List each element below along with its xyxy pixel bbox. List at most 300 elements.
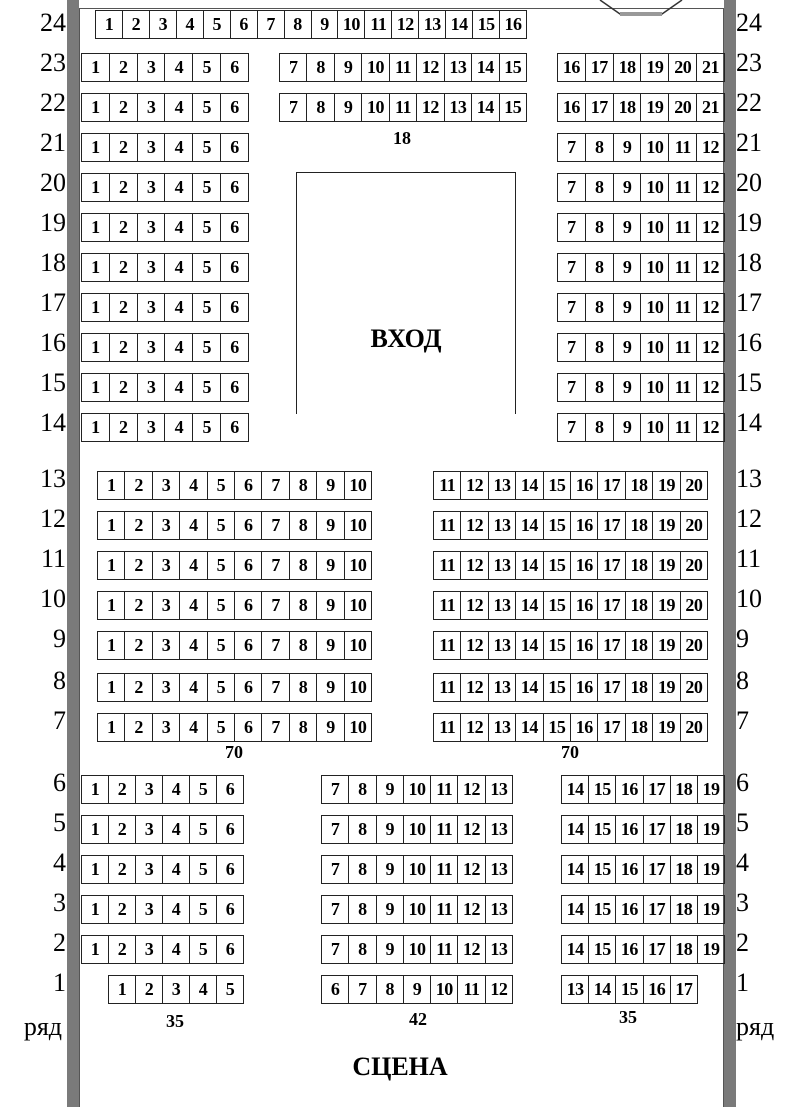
seat[interactable]: 3 (153, 632, 180, 659)
seat[interactable]: 9 (317, 472, 344, 499)
seat[interactable]: 1 (82, 174, 110, 201)
seat[interactable]: 16 (558, 54, 586, 81)
seat[interactable]: 10 (362, 94, 389, 121)
seat[interactable]: 4 (163, 856, 190, 883)
seat[interactable]: 14 (516, 512, 543, 539)
seat[interactable]: 12 (458, 776, 485, 803)
seat[interactable]: 5 (190, 776, 217, 803)
seat[interactable]: 10 (641, 254, 669, 281)
seat[interactable]: 1 (98, 512, 125, 539)
seat[interactable]: 14 (516, 472, 543, 499)
seat[interactable]: 11 (365, 11, 392, 38)
seat[interactable]: 15 (504, 57, 522, 77)
seat[interactable]: 7 (262, 714, 289, 741)
seat[interactable]: 2 (110, 334, 138, 361)
seat[interactable]: 1 (98, 592, 125, 619)
seat[interactable]: 15 (504, 97, 522, 117)
seat[interactable]: 4 (163, 896, 190, 923)
seat[interactable]: 12 (392, 11, 419, 38)
seat[interactable]: 6 (235, 472, 262, 499)
seat[interactable]: 5 (193, 294, 221, 321)
seat[interactable]: 9 (404, 976, 431, 1003)
seat[interactable]: 6 (322, 976, 349, 1003)
seat[interactable]: 7 (322, 856, 349, 883)
seat[interactable]: 3 (138, 134, 166, 161)
seat[interactable]: 1 (98, 674, 125, 701)
seat[interactable]: 10 (431, 976, 458, 1003)
seat[interactable]: 9 (335, 94, 362, 121)
seat[interactable]: 3 (153, 472, 180, 499)
seat[interactable]: 12 (461, 472, 488, 499)
seat[interactable]: 16 (571, 512, 598, 539)
seat[interactable]: 5 (208, 674, 235, 701)
seat[interactable]: 10 (349, 515, 367, 535)
seat[interactable]: 1 (98, 472, 125, 499)
seat[interactable]: 19 (653, 714, 680, 741)
seat[interactable]: 3 (138, 214, 166, 241)
seat[interactable]: 13 (445, 54, 472, 81)
seat[interactable]: 8 (290, 472, 317, 499)
seat[interactable]: 6 (235, 714, 262, 741)
seat[interactable]: 10 (349, 677, 367, 697)
seat[interactable]: 8 (586, 134, 614, 161)
seat[interactable]: 13 (489, 552, 516, 579)
seat[interactable]: 9 (317, 592, 344, 619)
seat[interactable]: 19 (653, 592, 680, 619)
seat[interactable]: 2 (109, 896, 136, 923)
seat[interactable]: 4 (165, 214, 193, 241)
seat[interactable]: 7 (558, 174, 586, 201)
seat[interactable]: 17 (644, 936, 671, 963)
seat[interactable]: 5 (204, 11, 231, 38)
seat[interactable]: 16 (616, 776, 643, 803)
seat[interactable]: 3 (138, 254, 166, 281)
seat[interactable]: 12 (490, 979, 508, 999)
seat[interactable]: 9 (614, 334, 642, 361)
seat[interactable]: 10 (404, 936, 431, 963)
seat[interactable]: 18 (626, 512, 653, 539)
seat[interactable]: 5 (208, 714, 235, 741)
seat[interactable]: 17 (598, 472, 625, 499)
seat[interactable]: 10 (641, 294, 669, 321)
seat[interactable]: 11 (431, 936, 458, 963)
seat[interactable]: 4 (163, 936, 190, 963)
seat[interactable]: 3 (153, 512, 180, 539)
seat[interactable]: 4 (165, 294, 193, 321)
seat[interactable]: 2 (110, 94, 138, 121)
seat[interactable]: 1 (82, 896, 109, 923)
seat[interactable]: 13 (490, 819, 508, 839)
seat[interactable]: 14 (562, 896, 589, 923)
seat[interactable]: 4 (165, 174, 193, 201)
seat[interactable]: 8 (586, 374, 614, 401)
seat[interactable]: 18 (614, 94, 642, 121)
seat[interactable]: 14 (516, 674, 543, 701)
seat[interactable]: 12 (702, 217, 720, 237)
seat[interactable]: 12 (458, 896, 485, 923)
seat[interactable]: 8 (349, 776, 376, 803)
seat[interactable]: 7 (558, 214, 586, 241)
seat[interactable]: 12 (458, 936, 485, 963)
seat[interactable]: 9 (614, 294, 642, 321)
seat[interactable]: 15 (589, 896, 616, 923)
seat[interactable]: 15 (589, 816, 616, 843)
seat[interactable]: 1 (82, 214, 110, 241)
seat[interactable]: 6 (230, 417, 239, 437)
seat[interactable]: 2 (110, 214, 138, 241)
seat[interactable]: 3 (136, 816, 163, 843)
seat[interactable]: 2 (110, 374, 138, 401)
seat[interactable]: 5 (193, 414, 221, 441)
seat[interactable]: 7 (262, 632, 289, 659)
seat[interactable]: 1 (98, 632, 125, 659)
seat[interactable]: 6 (230, 337, 239, 357)
seat[interactable]: 9 (377, 856, 404, 883)
seat[interactable]: 5 (190, 896, 217, 923)
seat[interactable]: 1 (82, 414, 110, 441)
seat[interactable]: 1 (98, 552, 125, 579)
seat[interactable]: 12 (458, 856, 485, 883)
seat[interactable]: 13 (490, 899, 508, 919)
seat[interactable]: 11 (669, 294, 697, 321)
seat[interactable]: 12 (702, 177, 720, 197)
seat[interactable]: 6 (230, 377, 239, 397)
seat[interactable]: 4 (180, 552, 207, 579)
seat[interactable]: 10 (641, 334, 669, 361)
seat[interactable]: 8 (290, 674, 317, 701)
seat[interactable]: 14 (562, 776, 589, 803)
seat[interactable]: 14 (472, 94, 499, 121)
seat[interactable]: 17 (644, 896, 671, 923)
seat[interactable]: 14 (446, 11, 473, 38)
seat[interactable]: 2 (125, 552, 152, 579)
seat[interactable]: 7 (558, 374, 586, 401)
seat[interactable]: 7 (258, 11, 285, 38)
seat[interactable]: 7 (322, 896, 349, 923)
seat[interactable]: 12 (702, 297, 720, 317)
seat[interactable]: 6 (225, 779, 235, 799)
seat[interactable]: 11 (669, 374, 697, 401)
seat[interactable]: 5 (193, 174, 221, 201)
seat[interactable]: 1 (82, 334, 110, 361)
seat[interactable]: 10 (349, 595, 367, 615)
seat[interactable]: 10 (404, 856, 431, 883)
seat[interactable]: 9 (614, 174, 642, 201)
seat[interactable]: 13 (489, 592, 516, 619)
seat[interactable]: 2 (123, 11, 150, 38)
seat[interactable]: 9 (377, 776, 404, 803)
seat[interactable]: 10 (641, 134, 669, 161)
seat[interactable]: 17 (598, 674, 625, 701)
seat[interactable]: 3 (138, 294, 166, 321)
seat[interactable]: 4 (165, 134, 193, 161)
seat[interactable]: 15 (544, 472, 571, 499)
seat[interactable]: 8 (586, 294, 614, 321)
seat[interactable]: 10 (349, 555, 367, 575)
seat[interactable]: 11 (431, 776, 458, 803)
seat[interactable]: 6 (225, 819, 235, 839)
seat[interactable]: 3 (150, 11, 177, 38)
seat[interactable]: 9 (614, 134, 642, 161)
seat[interactable]: 7 (322, 816, 349, 843)
seat[interactable]: 12 (417, 54, 444, 81)
seat[interactable]: 7 (558, 294, 586, 321)
seat[interactable]: 4 (180, 674, 207, 701)
seat[interactable]: 3 (153, 592, 180, 619)
seat[interactable]: 11 (669, 334, 697, 361)
seat[interactable]: 13 (445, 94, 472, 121)
seat[interactable]: 11 (669, 414, 697, 441)
seat[interactable]: 13 (562, 976, 589, 1003)
seat[interactable]: 14 (472, 54, 499, 81)
seat[interactable]: 8 (349, 816, 376, 843)
seat[interactable]: 5 (190, 936, 217, 963)
seat[interactable]: 19 (702, 859, 720, 879)
seat[interactable]: 9 (317, 512, 344, 539)
seat[interactable]: 5 (193, 214, 221, 241)
seat[interactable]: 8 (290, 714, 317, 741)
seat[interactable]: 21 (702, 97, 720, 117)
seat[interactable]: 11 (434, 714, 461, 741)
seat[interactable]: 9 (377, 936, 404, 963)
seat[interactable]: 17 (598, 592, 625, 619)
seat[interactable]: 6 (225, 939, 235, 959)
seat[interactable]: 9 (317, 632, 344, 659)
seat[interactable]: 6 (230, 297, 239, 317)
seat[interactable]: 10 (404, 776, 431, 803)
seat[interactable]: 11 (669, 214, 697, 241)
seat[interactable]: 8 (285, 11, 312, 38)
seat[interactable]: 4 (165, 254, 193, 281)
seat[interactable]: 7 (558, 414, 586, 441)
seat[interactable]: 2 (109, 776, 136, 803)
seat[interactable]: 12 (461, 714, 488, 741)
seat[interactable]: 18 (626, 592, 653, 619)
seat[interactable]: 5 (193, 94, 221, 121)
seat[interactable]: 2 (125, 472, 152, 499)
seat[interactable]: 14 (516, 592, 543, 619)
seat[interactable]: 6 (230, 257, 239, 277)
seat[interactable]: 5 (225, 979, 235, 999)
seat[interactable]: 7 (280, 54, 307, 81)
seat[interactable]: 12 (461, 674, 488, 701)
seat[interactable]: 19 (641, 94, 669, 121)
seat[interactable]: 4 (163, 816, 190, 843)
seat[interactable]: 13 (490, 779, 508, 799)
seat[interactable]: 8 (586, 254, 614, 281)
seat[interactable]: 2 (125, 714, 152, 741)
seat[interactable]: 21 (702, 57, 720, 77)
seat[interactable]: 16 (571, 472, 598, 499)
seat[interactable]: 17 (586, 54, 614, 81)
seat[interactable]: 13 (489, 632, 516, 659)
seat[interactable]: 15 (544, 674, 571, 701)
seat[interactable]: 6 (230, 217, 239, 237)
seat[interactable]: 5 (193, 54, 221, 81)
seat[interactable]: 19 (641, 54, 669, 81)
seat[interactable]: 20 (685, 515, 703, 535)
seat[interactable]: 12 (458, 816, 485, 843)
seat[interactable]: 3 (138, 334, 166, 361)
seat[interactable]: 11 (434, 592, 461, 619)
seat[interactable]: 4 (190, 976, 217, 1003)
seat[interactable]: 18 (626, 632, 653, 659)
seat[interactable]: 2 (125, 512, 152, 539)
seat[interactable]: 19 (653, 552, 680, 579)
seat[interactable]: 17 (598, 512, 625, 539)
seat[interactable]: 4 (180, 592, 207, 619)
seat[interactable]: 18 (671, 936, 698, 963)
seat[interactable]: 5 (208, 592, 235, 619)
seat[interactable]: 17 (644, 856, 671, 883)
seat[interactable]: 18 (626, 714, 653, 741)
seat[interactable]: 4 (180, 512, 207, 539)
seat[interactable]: 18 (614, 54, 642, 81)
seat[interactable]: 8 (290, 512, 317, 539)
seat[interactable]: 11 (434, 552, 461, 579)
seat[interactable]: 4 (165, 94, 193, 121)
seat[interactable]: 5 (193, 134, 221, 161)
seat[interactable]: 5 (193, 334, 221, 361)
seat[interactable]: 18 (626, 472, 653, 499)
seat[interactable]: 10 (338, 11, 365, 38)
seat[interactable]: 5 (208, 472, 235, 499)
seat[interactable]: 5 (193, 254, 221, 281)
seat[interactable]: 13 (489, 714, 516, 741)
seat[interactable]: 2 (110, 254, 138, 281)
seat[interactable]: 8 (377, 976, 404, 1003)
seat[interactable]: 15 (589, 776, 616, 803)
seat[interactable]: 2 (125, 674, 152, 701)
seat[interactable]: 16 (571, 592, 598, 619)
seat[interactable]: 13 (490, 859, 508, 879)
seat[interactable]: 11 (669, 174, 697, 201)
seat[interactable]: 9 (317, 552, 344, 579)
seat[interactable]: 11 (434, 512, 461, 539)
seat[interactable]: 17 (598, 552, 625, 579)
seat[interactable]: 9 (335, 54, 362, 81)
seat[interactable]: 16 (571, 674, 598, 701)
seat[interactable]: 12 (461, 552, 488, 579)
seat[interactable]: 4 (165, 374, 193, 401)
seat[interactable]: 8 (290, 632, 317, 659)
seat[interactable]: 8 (307, 54, 334, 81)
seat[interactable]: 2 (125, 632, 152, 659)
seat[interactable]: 19 (702, 939, 720, 959)
seat[interactable]: 18 (626, 674, 653, 701)
seat[interactable]: 13 (489, 472, 516, 499)
seat[interactable]: 5 (190, 856, 217, 883)
seat[interactable]: 4 (165, 334, 193, 361)
seat[interactable]: 8 (586, 414, 614, 441)
seat[interactable]: 2 (109, 816, 136, 843)
seat[interactable]: 17 (675, 979, 693, 999)
seat[interactable]: 17 (598, 714, 625, 741)
seat[interactable]: 10 (641, 414, 669, 441)
seat[interactable]: 6 (230, 137, 239, 157)
seat[interactable]: 12 (702, 257, 720, 277)
seat[interactable]: 12 (461, 592, 488, 619)
seat[interactable]: 7 (262, 472, 289, 499)
seat[interactable]: 9 (317, 714, 344, 741)
seat[interactable]: 10 (404, 896, 431, 923)
seat[interactable]: 17 (644, 816, 671, 843)
seat[interactable]: 11 (431, 896, 458, 923)
seat[interactable]: 19 (653, 472, 680, 499)
seat[interactable]: 3 (153, 552, 180, 579)
seat[interactable]: 18 (626, 552, 653, 579)
seat[interactable]: 7 (349, 976, 376, 1003)
seat[interactable]: 4 (163, 776, 190, 803)
seat[interactable]: 11 (390, 94, 417, 121)
seat[interactable]: 6 (231, 11, 258, 38)
seat[interactable]: 5 (208, 552, 235, 579)
seat[interactable]: 3 (138, 414, 166, 441)
seat[interactable]: 11 (458, 976, 485, 1003)
seat[interactable]: 20 (685, 475, 703, 495)
seat[interactable]: 11 (434, 632, 461, 659)
seat[interactable]: 19 (702, 819, 720, 839)
seat[interactable]: 12 (702, 377, 720, 397)
seat[interactable]: 1 (82, 94, 110, 121)
seat[interactable]: 3 (138, 94, 166, 121)
seat[interactable]: 11 (434, 674, 461, 701)
seat[interactable]: 8 (586, 174, 614, 201)
seat[interactable]: 19 (702, 779, 720, 799)
seat[interactable]: 8 (307, 94, 334, 121)
seat[interactable]: 12 (417, 94, 444, 121)
seat[interactable]: 3 (136, 856, 163, 883)
seat[interactable]: 15 (544, 512, 571, 539)
seat[interactable]: 14 (562, 936, 589, 963)
seat[interactable]: 16 (558, 94, 586, 121)
seat[interactable]: 7 (280, 94, 307, 121)
seat[interactable]: 4 (180, 472, 207, 499)
seat[interactable]: 3 (153, 674, 180, 701)
seat[interactable]: 19 (702, 899, 720, 919)
seat[interactable]: 16 (504, 14, 522, 34)
seat[interactable]: 15 (616, 976, 643, 1003)
seat[interactable]: 11 (431, 856, 458, 883)
seat[interactable]: 7 (322, 936, 349, 963)
seat[interactable]: 6 (235, 512, 262, 539)
seat[interactable]: 6 (230, 97, 239, 117)
seat[interactable]: 5 (208, 632, 235, 659)
seat[interactable]: 16 (616, 856, 643, 883)
seat[interactable]: 9 (312, 11, 339, 38)
seat[interactable]: 20 (685, 555, 703, 575)
seat[interactable]: 12 (461, 632, 488, 659)
seat[interactable]: 7 (262, 592, 289, 619)
seat[interactable]: 15 (473, 11, 500, 38)
seat[interactable]: 15 (589, 936, 616, 963)
seat[interactable]: 14 (589, 976, 616, 1003)
seat[interactable]: 14 (516, 552, 543, 579)
seat[interactable]: 2 (110, 54, 138, 81)
seat[interactable]: 9 (614, 254, 642, 281)
seat[interactable]: 3 (136, 776, 163, 803)
seat[interactable]: 5 (193, 374, 221, 401)
seat[interactable]: 4 (165, 54, 193, 81)
seat[interactable]: 4 (180, 632, 207, 659)
seat[interactable]: 16 (644, 976, 671, 1003)
seat[interactable]: 13 (489, 674, 516, 701)
seat[interactable]: 10 (349, 635, 367, 655)
seat[interactable]: 10 (641, 374, 669, 401)
seat[interactable]: 1 (98, 714, 125, 741)
seat[interactable]: 1 (82, 374, 110, 401)
seat[interactable]: 7 (558, 134, 586, 161)
